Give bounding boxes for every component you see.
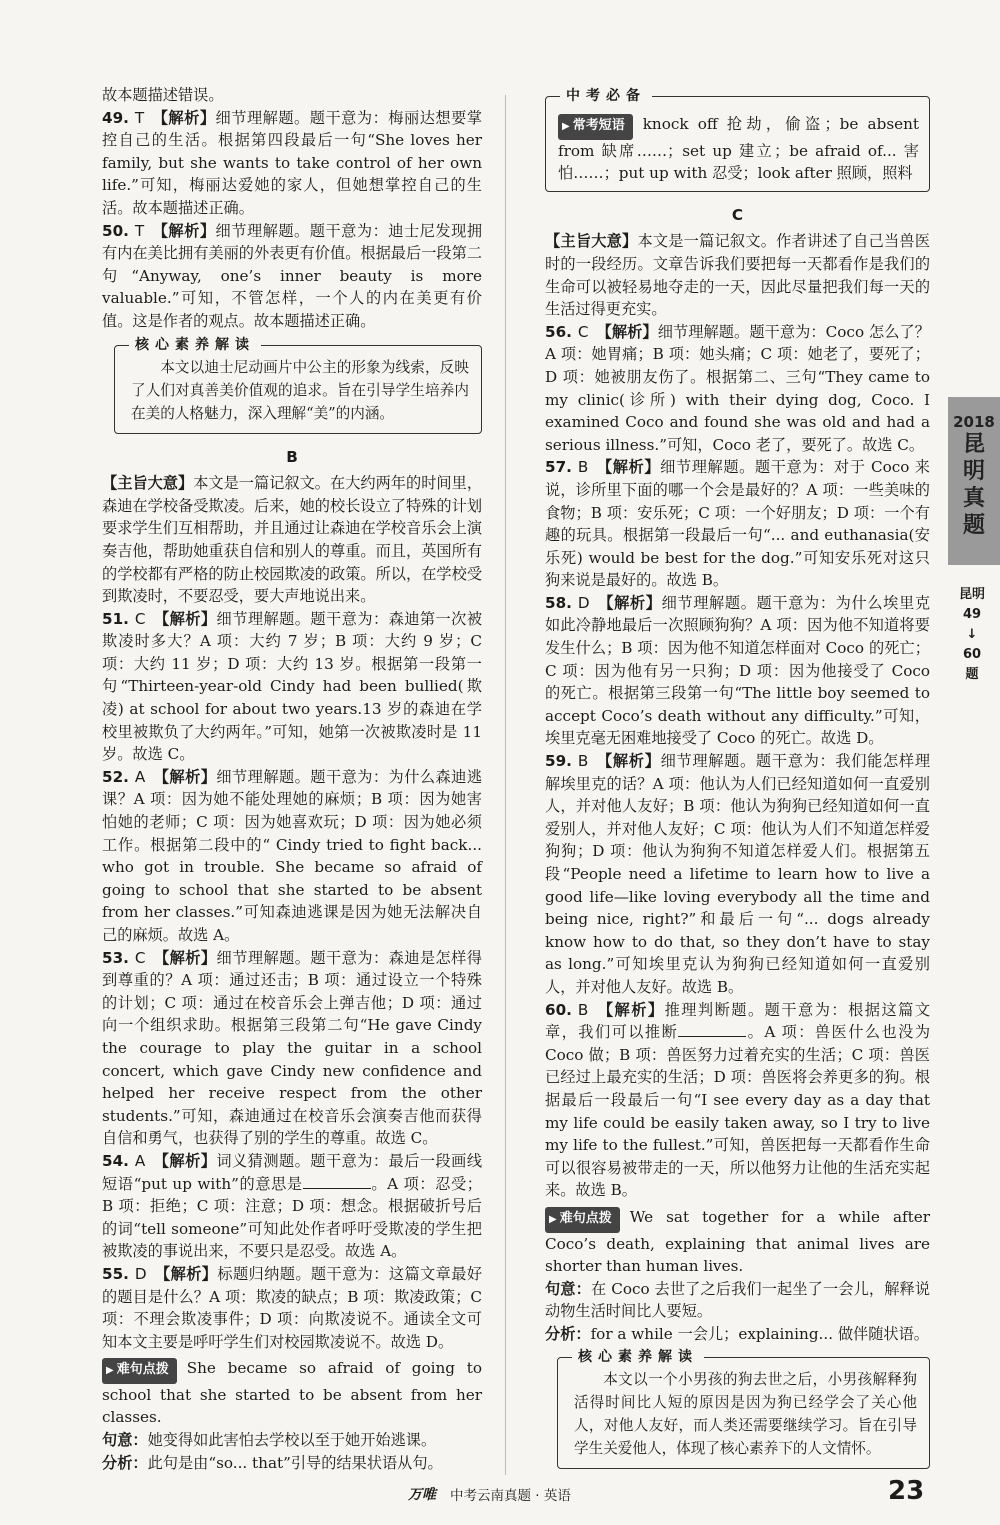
main-idea-b: 【主旨大意】本文是一篇记叙文。在大约两年的时间里，森迪在学校备受欺凌。后来，她的校长设立了特殊的计划要求学生们互相帮助，并且通过让森迪在学校音乐会上演奏吉他，帮助她重获自信和别人的尊重。而且，英国所有的学校都有严格的防止校园欺凌的政策。所以，在学校受到欺凌时，不要忍受，要大声地说出来。 — [102, 474, 483, 606]
side-range — [950, 585, 994, 685]
side-tab-char-1: 昆 — [962, 432, 985, 457]
book-title: 中考云南真题 · 英语 — [450, 1488, 571, 1504]
top-line: 故本题描述错误。 — [102, 86, 224, 104]
difficult-sentence-c: ▶ 难句点拨 We sat together for a while after Coco’s death, explaining that animal lives are shorter than human lives. — [545, 1206, 930, 1278]
question-57: 57. B 【解析】细节理解题。题干意为：对于 Coco 来说，诊所里下面的哪一个会是最好的？A 项：一些美味的食物；B 项：安乐死；C 项：一个好朋友；D 项：一个有趣的玩具。根据第一段最后一句“... and euthanasia(安乐死) would be best for the dog.”可知安乐死对这只狗来说是最好的。故选 B。 — [545, 458, 930, 590]
phrases-label: ▶ 常考短语 — [558, 114, 633, 140]
question-50: 50. T 【解析】细节理解题。题干意为：迪士尼发现拥有内在美比拥有美丽的外表更有价值。根据最后一段第二句“Anyway, one’s inner beauty is more valuable.”可知，不管怎样，一个人的内在美更有价值。这是作者的观点。故本题描述正确。 — [102, 221, 483, 330]
question-58: 58. D 【解析】细节理解题。题干意为：为什么埃里克如此冷静地最后一次照顾狗狗？A 项：因为他不知道将要发生什么；B 项：因为他不知道怎样面对 Coco 的死亡；C 项：因为他有另一只狗；D 项：因为他接受了 Coco 的死亡。根据第三段第一句“The little boy seemed to accept Coco’s death without any difficulty.”可知，埃里克毫无困难地接受了 Coco 的死亡。故选 D。 — [545, 593, 930, 748]
question-53: 53. C 【解析】细节理解题。题干意为：森迪是怎样得到尊重的？A 项：通过还击；B 项：通过设立一个特殊的计划；C 项：通过在校音乐会上弹吉他；D 项：通过向一个组织求助。根据第三段第二句“He gave Cindy the courage to play the guitar in a school concert, which gave Cindy new confidence and helped her receive respect from the other students.”可知，森迪通过在校音乐会演奏吉他而获得自信和勇气，也获得了别的学生的尊重。故选 C。 — [102, 948, 483, 1148]
exam-essentials-title: 中考必备 — [560, 85, 652, 108]
core-literacy-title: 核心素养解读 — [572, 1346, 704, 1369]
side-tab — [948, 397, 1000, 565]
answer-blank — [678, 1036, 746, 1037]
difficult-sentence-b: ▶ 难句点拨 She became so afraid of going to school that she started to be absent from her classes. — [102, 1357, 482, 1429]
side-tab-char-3: 真 — [962, 486, 985, 511]
exam-essentials-box — [545, 88, 930, 192]
question-59: 59. B 【解析】细节理解题。题干意为：我们能怎样理解埃里克的话？A 项：他认为人们已经知道如何一直爱别人，并对他人友好；B 项：他认为狗狗已经知道如何一直爱别人，并对他人友好；C 项：他认为人们不知道怎样爱狗狗；D 项：他认为狗狗不知道怎样爱人们。根据第五段“People need a lifetime to learn how to live a good life—like loving everybody all the time and being nice, right?”和最后一句“... dogs already know how to do that, so they don’t have to stay as long.”可知埃里克认为狗狗已经知道如何一直爱别人，并对他人友好。故选 B。 — [545, 752, 931, 996]
difficult-sentence-label: ▶ 难句点拨 — [102, 1358, 177, 1384]
side-range-from: 49 — [962, 607, 982, 622]
side-tab-char-4: 题 — [962, 513, 985, 538]
down-arrow-icon: ↓ — [966, 627, 978, 642]
question-55: 55. D 【解析】标题归纳题。题干意为：这篇文章最好的题目是什么？A 项：欺凌的缺点；B 项：欺凌政策；C 项：不理会欺凌事件；D 项：向欺凌说不。通读全文可知本文主要是呼吁学生们对校园欺凌说不。故选 D。 — [102, 1264, 483, 1351]
core-literacy-text: 本文以一个小男孩的狗去世之后，小男孩解释狗活得时间比人短的原因是因为狗已经学会了关心他人，对他人友好，而人类还需要继续学习。旨在引导学生关爱他人，体现了核心素养下的人文情怀。 — [574, 1371, 917, 1458]
question-51: 51. C 【解析】细节理解题。题干意为：森迪第一次被欺凌时多大？A 项：大约 7 岁；B 项：大约 9 岁；C 项：大约 11 岁；D 项：大约 13 岁。根据第一段第一句“Thirteen-year-old Cindy had been bullied(欺凌) at school for about two years.13 岁的森迪在学校里被欺负了大约两年。”可知，她第一次被欺凌时是 11 岁。故选 C。 — [102, 609, 483, 764]
side-tab-year: 2018 — [953, 413, 995, 431]
section-b-heading: B — [286, 447, 298, 466]
answer-blank — [303, 1188, 371, 1189]
right-column — [545, 88, 931, 1481]
side-range-to: 60 — [962, 647, 982, 662]
sentence-analysis-c: 分析：for a while 一会儿；explaining... 做伴随状语。 — [545, 1324, 929, 1343]
question-60: 60. B 【解析】推理判断题。题干意为：根据这篇文章，我们可以推断 。A 项：兽医什么也没为 Coco 做；B 项：兽医努力过着充实的生活；C 项：兽医已经过上最充实的生活；D 项：兽医将会养更多的狗。根据最后一段最后一句“I see every day as a day that my life could be easily taken away, so I try to live my life to the fullest.”可知，兽医把每一天都看作生命可以很容易被带走的一天，所以他努力让他的生活充实起来。故选 B。 — [545, 1000, 931, 1200]
difficult-sentence-label: ▶ 难句点拨 — [545, 1207, 620, 1233]
brand-logo: 万唯 — [408, 1487, 436, 1503]
core-literacy-title: 核心素养解读 — [129, 334, 261, 357]
core-literacy-text: 本文以迪士尼动画片中公主的形象为线索，反映了人们对真善美价值观的追求。旨在引导学生培养内在美的人格魅力，深入理解“美”的内涵。 — [131, 358, 469, 422]
sentence-analysis-b: 分析：此句是由“so... that”引导的结果状语从句。 — [102, 1453, 443, 1472]
column-divider — [505, 95, 506, 1475]
core-literacy-box-b — [114, 336, 482, 434]
exam-essentials-text: ▶ 常考短语 knock off 抢劫，偷盗；be absent from 缺席……；set up 建立；be afraid of... 害怕……；put up with 忍受；look after 照顾，照料 — [558, 113, 919, 185]
core-literacy-box-c — [557, 1349, 930, 1469]
left-column — [102, 84, 482, 1474]
main-idea-c: 【主旨大意】本文是一篇记叙文。作者讲述了自己当兽医时的一段经历。文章告诉我们要把每一天都看作是我们的生命可以被轻易地夺走的一天，因此尽量把我们每一天的生活过得更充实。 — [545, 232, 931, 319]
question-52: 52. A 【解析】细节理解题。题干意为：为什么森迪逃课？A 项：因为她不能处理她的麻烦；B 项：因为她害怕她的老师；C 项：因为她喜欢玩；D 项：因为她必须工作。根据第二段中的“ Cindy tried to fight back... who got in trouble. She became so afraid of going to school that she started to be absent from her classes.”可知森迪逃课是因为她无法解决自己的麻烦。故选 A。 — [102, 767, 483, 944]
side-range-city: 昆明 — [958, 587, 985, 602]
question-56: 56. C 【解析】细节理解题。题干意为：Coco 怎么了？A 项：她胃痛；B 项：她头痛；C 项：她老了，要死了；D 项：她被朋友伤了。根据第二、三句“They came to my clinic(诊所) with their dying dog, Coco. I examined Coco and found she was old and had a serious illness.”可知，Coco 老了，要死了。故选 C。 — [545, 322, 930, 454]
sentence-meaning-c: 句意：在 Coco 去世了之后我们一起坐了一会儿，解释说动物生活时间比人要短。 — [545, 1279, 931, 1321]
sentence-meaning-b: 句意：她变得如此害怕去学校以至于她开始逃课。 — [102, 1431, 437, 1450]
side-tab-char-2: 明 — [962, 459, 985, 484]
question-49: 49. T 【解析】细节理解题。题干意为：梅丽达想要掌控自己的生活。根据第四段最后一句“She loves her family, but she wants to take control of her own life.”可知，梅丽达爱她的家人，但她想掌控自己的生活。故本题描述正确。 — [102, 108, 483, 217]
question-54: 54. A 【解析】词义猜测题。题干意为：最后一段画线短语“put up with”的意思是 。A 项：忍受；B 项：拒绝；C 项：注意；D 项：想念。根据破折号后的词“tell someone”可知此处作者呼吁受欺凌的学生把被欺凌的事说出来，不要只是忍受。故选 A。 — [102, 1151, 483, 1261]
page-number: 23 — [888, 1476, 925, 1506]
side-range-unit: 题 — [965, 667, 979, 682]
section-c-heading: C — [731, 205, 744, 224]
